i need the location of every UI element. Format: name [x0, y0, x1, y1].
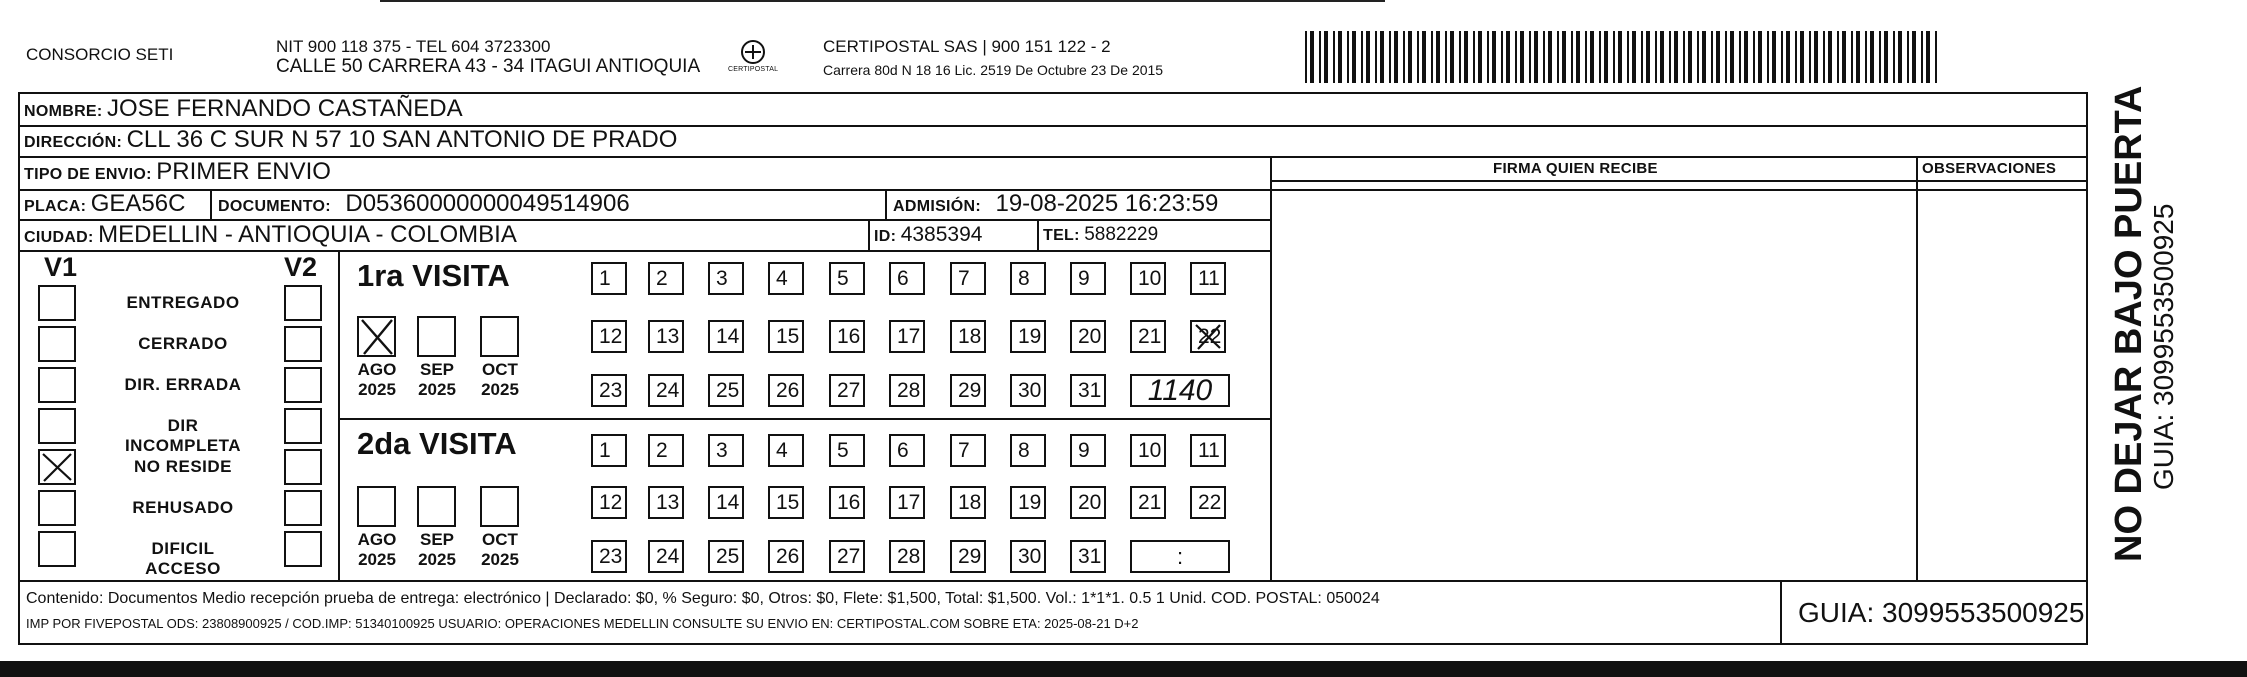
side-guia: GUIA: 3099553500925	[2148, 203, 2179, 490]
barcode-bar	[1436, 31, 1440, 83]
barcode-bar	[1445, 31, 1447, 83]
day-box[interactable]: 31	[1070, 540, 1106, 573]
day-box[interactable]: 31	[1070, 374, 1106, 407]
day-box[interactable]: 29	[950, 540, 986, 573]
barcode-bar	[1716, 31, 1720, 83]
day-box[interactable]: 21	[1130, 486, 1166, 519]
day-box[interactable]: 24	[648, 540, 684, 573]
barcode-bar	[1814, 31, 1818, 83]
footer-imp: IMP POR FIVEPOSTAL ODS: 23808900925 / COD.IMP: 51340100925 USUARIO: OPERACIONES MEDELLIN CONSULTE SU ENVIO EN: CERTIPOSTAL.COM SOBRE ETA: 2025-08-21 D+2	[26, 616, 1139, 631]
day-box[interactable]: 18	[950, 320, 986, 353]
day-box[interactable]: 23	[591, 540, 627, 573]
day-box[interactable]: 9	[1070, 262, 1106, 295]
day-box[interactable]: 11	[1190, 434, 1226, 467]
month-checkbox[interactable]	[417, 486, 456, 527]
month-label	[470, 360, 530, 400]
barcode-icon	[1305, 31, 1940, 83]
second-visit-title: 2da VISITA	[357, 426, 517, 461]
barcode-bar	[1394, 31, 1398, 83]
day-box[interactable]: 5	[829, 262, 865, 295]
barcode-bar	[1907, 31, 1909, 83]
placa-label: PLACA:	[24, 198, 87, 215]
month-name: SEP	[419, 360, 455, 379]
barcode-bar	[1837, 31, 1839, 83]
v2-checkbox[interactable]	[284, 326, 322, 362]
month-label	[407, 530, 467, 570]
month-label	[347, 530, 407, 570]
v2-checkbox[interactable]	[284, 367, 322, 403]
day-box[interactable]: 30	[1010, 374, 1046, 407]
day-box[interactable]: 19	[1010, 486, 1046, 519]
admision-value: 19-08-2025 16:23:59	[995, 190, 1219, 217]
barcode-bar	[1599, 31, 1601, 83]
admision-label: ADMISIÓN:	[893, 198, 982, 215]
day-box[interactable]: 25	[708, 374, 744, 407]
barcode-bar	[1478, 31, 1482, 83]
documento-field	[218, 191, 630, 220]
barcode-bar	[1422, 31, 1426, 83]
barcode-bar	[1926, 31, 1930, 83]
barcode-bar	[1324, 31, 1328, 83]
v2-checkbox[interactable]	[284, 490, 322, 526]
documento-label: DOCUMENTO:	[218, 198, 331, 215]
v1-checkbox[interactable]	[38, 490, 76, 526]
barcode-bar	[1534, 31, 1538, 83]
day-box[interactable]: 7	[950, 434, 986, 467]
certipostal-line: CERTIPOSTAL SAS | 900 151 122 - 2	[823, 37, 1111, 56]
barcode-bar	[1352, 31, 1356, 83]
barcode-bar	[1473, 31, 1475, 83]
footer-contenido: Contenido: Documentos Medio recepción prueba de entrega: electrónico | Declarado: $0, % Seguro: $0, Otros: $0, Flete: $1,500, Total: $1,500. Vol.: 1*1*1. 0.5 1 Unid. COD. POSTAL: 050024	[26, 590, 1380, 607]
nombre-value: JOSE FERNANDO CASTAÑEDA	[107, 95, 463, 122]
day-box[interactable]: 10	[1130, 262, 1166, 295]
barcode-bar	[1361, 31, 1363, 83]
v1-label: V1	[44, 252, 78, 282]
month-label	[407, 360, 467, 400]
status-label: DIR INCOMPLETA	[124, 416, 242, 455]
month-checkbox[interactable]	[357, 316, 396, 357]
month-year: 2025	[481, 550, 519, 569]
barcode-bar	[1347, 31, 1349, 83]
barcode-bar	[1809, 31, 1811, 83]
barcode-bar	[1585, 31, 1587, 83]
month-label	[347, 360, 407, 400]
month-name: AGO	[357, 360, 397, 379]
firma-header: FIRMA QUIEN RECIBE	[1493, 160, 1658, 177]
barcode-bar	[1431, 31, 1433, 83]
day-box[interactable]: 5	[829, 434, 865, 467]
barcode-bar	[1898, 31, 1902, 83]
bottom-border	[0, 661, 2247, 677]
barcode-bar	[1795, 31, 1797, 83]
barcode-bar	[1851, 31, 1853, 83]
barcode-bar	[1520, 31, 1524, 83]
day-box[interactable]: 22	[1190, 486, 1226, 519]
id-value: 4385394	[900, 223, 983, 246]
barcode-bar	[1501, 31, 1503, 83]
month-checkbox[interactable]	[480, 486, 519, 527]
barcode-bar	[1604, 31, 1608, 83]
day-box[interactable]: 11	[1190, 262, 1226, 295]
time-box[interactable]: :	[1130, 540, 1230, 573]
v2-label: V2	[284, 252, 318, 282]
day-box[interactable]: 20	[1070, 486, 1106, 519]
barcode-bar	[1459, 31, 1461, 83]
barcode-bar	[1683, 31, 1685, 83]
month-name: AGO	[357, 530, 397, 549]
month-label	[470, 530, 530, 570]
day-box[interactable]: 29	[950, 374, 986, 407]
barcode-bar	[1338, 31, 1342, 83]
barcode-bar	[1389, 31, 1391, 83]
day-box[interactable]: 3	[708, 434, 744, 467]
day-box[interactable]: 15	[768, 486, 804, 519]
company-name: CONSORCIO SETI	[26, 45, 174, 64]
barcode-bar	[1767, 31, 1769, 83]
day-box[interactable]: 12	[591, 486, 627, 519]
barcode-bar	[1842, 31, 1846, 83]
tipo-envio-label: TIPO DE ENVIO:	[24, 166, 152, 183]
day-box[interactable]: 14	[708, 320, 744, 353]
day-box[interactable]: 27	[829, 374, 865, 407]
barcode-bar	[1800, 31, 1804, 83]
barcode-bar	[1562, 31, 1566, 83]
status-label: NO RESIDE	[133, 457, 233, 476]
barcode-bar	[1711, 31, 1713, 83]
top-border	[380, 0, 1385, 2]
day-box[interactable]: 1	[591, 262, 627, 295]
ciudad-value: MEDELLIN - ANTIOQUIA - COLOMBIA	[98, 221, 517, 248]
barcode-bar	[1506, 31, 1510, 83]
barcode-bar	[1688, 31, 1692, 83]
license-line: Carrera 80d N 18 16 Lic. 2519 De Octubre 23 De 2015	[823, 62, 1164, 78]
id-label: ID:	[874, 228, 897, 245]
month-checkbox[interactable]	[480, 316, 519, 357]
tipo-envio-row	[24, 159, 331, 188]
ciudad-label: CIUDAD:	[24, 229, 94, 246]
documento-value: D05360000000049514906	[345, 190, 630, 217]
barcode-bar	[1865, 31, 1867, 83]
day-box[interactable]: 6	[889, 262, 925, 295]
month-year: 2025	[481, 380, 519, 399]
day-box[interactable]: 10	[1130, 434, 1166, 467]
barcode-bar	[1669, 31, 1671, 83]
barcode-bar	[1697, 31, 1699, 83]
day-box[interactable]: 9	[1070, 434, 1106, 467]
status-label: DIR. ERRADA	[124, 375, 242, 394]
admision-field	[893, 191, 1218, 220]
barcode-bar	[1641, 31, 1643, 83]
tel-label: TEL:	[1043, 227, 1080, 244]
month-year: 2025	[418, 550, 456, 569]
day-box[interactable]: 1	[591, 434, 627, 467]
day-box[interactable]: 21	[1130, 320, 1166, 353]
barcode-bar	[1725, 31, 1727, 83]
barcode-bar	[1464, 31, 1468, 83]
barcode-bar	[1646, 31, 1650, 83]
day-box[interactable]: 13	[648, 320, 684, 353]
barcode-bar	[1571, 31, 1573, 83]
barcode-bar	[1333, 31, 1335, 83]
day-box[interactable]: 16	[829, 486, 865, 519]
v2-checkbox[interactable]	[284, 449, 322, 485]
month-year: 2025	[418, 380, 456, 399]
day-box[interactable]: 14	[708, 486, 744, 519]
status-label: ENTREGADO	[126, 293, 240, 312]
day-box[interactable]: 17	[889, 320, 925, 353]
tipo-envio-value: PRIMER ENVIO	[156, 158, 331, 185]
day-box[interactable]: 6	[889, 434, 925, 467]
logo-text: CERTIPOSTAL	[728, 66, 779, 73]
barcode-bar	[1529, 31, 1531, 83]
barcode-bar	[1632, 31, 1636, 83]
barcode-bar	[1548, 31, 1552, 83]
day-box[interactable]: 4	[768, 434, 804, 467]
tel-field	[1043, 222, 1158, 249]
barcode-bar	[1758, 31, 1762, 83]
day-box[interactable]: 8	[1010, 434, 1046, 467]
day-box[interactable]: 7	[950, 262, 986, 295]
barcode-bar	[1487, 31, 1489, 83]
month-checkbox[interactable]	[357, 486, 396, 527]
day-box[interactable]: 2	[648, 434, 684, 467]
barcode-bar	[1380, 31, 1384, 83]
barcode-bar	[1366, 31, 1370, 83]
day-box[interactable]: 8	[1010, 262, 1046, 295]
day-box[interactable]: 26	[768, 540, 804, 573]
v1-checkbox[interactable]	[38, 367, 76, 403]
barcode-bar	[1823, 31, 1825, 83]
barcode-bar	[1744, 31, 1748, 83]
time-box[interactable]: 1140	[1130, 374, 1230, 407]
barcode-bar	[1403, 31, 1405, 83]
day-box[interactable]: 22	[1190, 320, 1226, 353]
v2-checkbox[interactable]	[284, 408, 322, 444]
barcode-bar	[1856, 31, 1860, 83]
barcode-bar	[1786, 31, 1790, 83]
address-line: CALLE 50 CARRERA 43 - 34 ITAGUI ANTIOQUIA	[276, 56, 701, 77]
id-field	[874, 222, 982, 250]
barcode-bar	[1739, 31, 1741, 83]
day-box[interactable]: 28	[889, 540, 925, 573]
placa-value: GEA56C	[90, 190, 186, 217]
barcode-bar	[1557, 31, 1559, 83]
barcode-bar	[1627, 31, 1629, 83]
day-box[interactable]: 15	[768, 320, 804, 353]
day-box[interactable]: 19	[1010, 320, 1046, 353]
v1-checkbox[interactable]	[38, 285, 76, 321]
day-box[interactable]: 2	[648, 262, 684, 295]
barcode-bar	[1590, 31, 1594, 83]
barcode-bar	[1660, 31, 1664, 83]
barcode-bar	[1515, 31, 1517, 83]
v2-checkbox[interactable]	[284, 285, 322, 321]
barcode-bar	[1912, 31, 1916, 83]
barcode-bar	[1935, 31, 1937, 83]
barcode-bar	[1870, 31, 1874, 83]
v1-checkbox[interactable]	[38, 449, 76, 485]
day-box[interactable]: 13	[648, 486, 684, 519]
month-year: 2025	[358, 550, 396, 569]
month-name: OCT	[482, 360, 518, 379]
day-box[interactable]: 24	[648, 374, 684, 407]
v1-checkbox[interactable]	[38, 408, 76, 444]
v2-checkbox[interactable]	[284, 531, 322, 567]
day-box[interactable]: 17	[889, 486, 925, 519]
barcode-bar	[1884, 31, 1888, 83]
month-checkbox[interactable]	[417, 316, 456, 357]
certipostal-logo-icon	[728, 36, 779, 82]
barcode-bar	[1828, 31, 1832, 83]
barcode-bar	[1305, 31, 1307, 83]
day-box[interactable]: 20	[1070, 320, 1106, 353]
barcode-bar	[1543, 31, 1545, 83]
barcode-bar	[1781, 31, 1783, 83]
day-box[interactable]: 3	[708, 262, 744, 295]
barcode-bar	[1674, 31, 1678, 83]
placa-field	[24, 191, 185, 220]
barcode-bar	[1753, 31, 1755, 83]
barcode-bar	[1450, 31, 1454, 83]
day-box[interactable]: 23	[591, 374, 627, 407]
direccion-label: DIRECCIÓN:	[24, 134, 123, 151]
barcode-bar	[1492, 31, 1496, 83]
barcode-bar	[1417, 31, 1419, 83]
barcode-bar	[1772, 31, 1776, 83]
direccion-value: CLL 36 C SUR N 57 10 SAN ANTONIO DE PRADO	[126, 126, 678, 153]
day-box[interactable]: 30	[1010, 540, 1046, 573]
barcode-bar	[1879, 31, 1881, 83]
status-label: CERRADO	[138, 334, 228, 353]
nit-line: NIT 900 118 375 - TEL 604 3723300	[276, 37, 551, 56]
barcode-bar	[1375, 31, 1377, 83]
barcode-bar	[1618, 31, 1622, 83]
v1-checkbox[interactable]	[38, 326, 76, 362]
footer-guia: GUIA: 3099553500925	[1798, 597, 2085, 628]
day-box[interactable]: 26	[768, 374, 804, 407]
first-visit-title: 1ra VISITA	[357, 258, 510, 293]
barcode-bar	[1921, 31, 1923, 83]
nombre-label: NOMBRE:	[24, 103, 103, 120]
barcode-bar	[1730, 31, 1734, 83]
day-box[interactable]: 12	[591, 320, 627, 353]
tel-value: 5882229	[1084, 224, 1159, 245]
observaciones-header: OBSERVACIONES	[1922, 160, 2057, 177]
barcode-bar	[1319, 31, 1321, 83]
status-label: DIFICIL ACCESO	[145, 539, 221, 578]
month-year: 2025	[358, 380, 396, 399]
day-box[interactable]: 25	[708, 540, 744, 573]
day-box[interactable]: 4	[768, 262, 804, 295]
nombre-row	[24, 96, 463, 125]
day-box[interactable]: 18	[950, 486, 986, 519]
ciudad-field	[24, 222, 517, 251]
barcode-bar	[1408, 31, 1412, 83]
month-name: OCT	[482, 530, 518, 549]
barcode-bar	[1893, 31, 1895, 83]
day-box[interactable]: 27	[829, 540, 865, 573]
month-name: SEP	[419, 530, 455, 549]
direccion-row	[24, 127, 677, 156]
day-box[interactable]: 16	[829, 320, 865, 353]
barcode-bar	[1310, 31, 1314, 83]
side-warning: NO DEJAR BAJO PUERTA	[2108, 85, 2150, 562]
barcode-bar	[1655, 31, 1657, 83]
barcode-bar	[1702, 31, 1706, 83]
v1-checkbox[interactable]	[38, 531, 76, 567]
status-label: REHUSADO	[132, 498, 234, 517]
barcode-bar	[1576, 31, 1580, 83]
barcode-bar	[1613, 31, 1615, 83]
day-box[interactable]: 28	[889, 374, 925, 407]
